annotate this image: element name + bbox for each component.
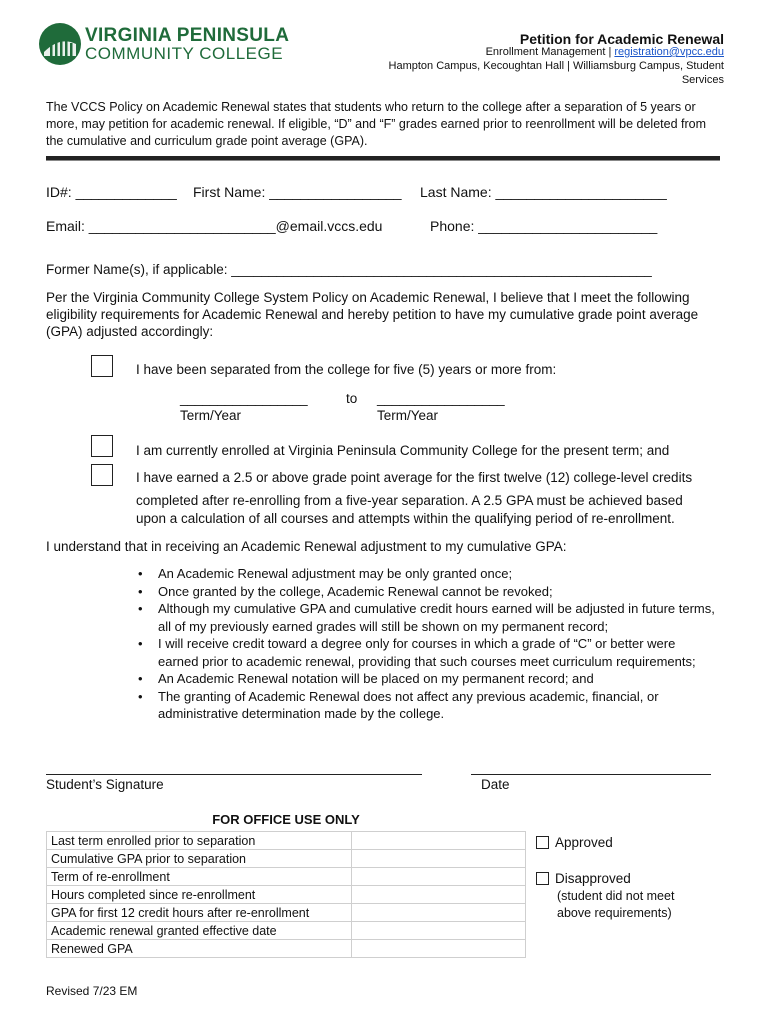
department-line [486, 46, 724, 58]
logo-seal-icon [38, 22, 82, 66]
form-title: Petition for Academic Renewal [519, 31, 724, 47]
office-use-table [46, 831, 526, 958]
table-row [47, 832, 526, 850]
campus-line: Hampton Campus, Kecoughtan Hall | Williamsburg Campus, Student [388, 60, 724, 72]
term-from-label: Term/Year [180, 408, 242, 423]
disapproved-note-2: above requirements) [557, 906, 672, 920]
list-item: • An Academic Renewal notation will be placed on my permanent record; and [158, 670, 718, 688]
table-cell: Cumulative GPA prior to separation [47, 850, 352, 868]
id-field[interactable]: ID#: _____________ [46, 184, 177, 200]
gpa-text-line-2: completed after re-enrolling from a five-year separation. A 2.5 GPA must be achieved based [136, 493, 683, 508]
date-line[interactable] [471, 774, 711, 775]
logo-line-2: COMMUNITY COLLEGE [85, 44, 284, 63]
petition-statement: Per the Virginia Community College System Policy on Academic Renewal, I believe that I meet the following eligibility requirements for Academic Renewal and hereby petition to have my cumulative grade point average (GPA) adjusted accordingly: [46, 290, 699, 339]
to-label: to [346, 391, 358, 406]
term-to-label: Term/Year [377, 408, 439, 423]
intro-paragraph: The VCCS Policy on Academic Renewal states that students who return to the college after a separation of 5 years or more, may petition for academic renewal. If eligible, “D” and “F” grades earned prior to reenrollment will be deleted from the cumulative and curriculum grade point average (GPA). [46, 100, 707, 148]
first-name-field[interactable]: First Name: _________________ [193, 184, 402, 200]
understand-list [158, 565, 718, 723]
campus-line-2: Services [681, 74, 724, 86]
table-row [47, 868, 526, 886]
term-from-line[interactable]: _________________ [180, 391, 308, 406]
list-item: • An Academic Renewal adjustment may be only granted once; [158, 565, 718, 583]
table-cell: Hours completed since re-enrollment [47, 886, 352, 904]
table-row [47, 904, 526, 922]
department-prefix: Enrollment Management | [485, 46, 615, 58]
approved-checkbox[interactable] [536, 836, 549, 849]
separated-text: I have been separated from the college for five (5) years or more from: [136, 362, 557, 377]
table-cell-value[interactable] [352, 922, 526, 940]
enrolled-checkbox[interactable] [91, 435, 113, 457]
phone-field[interactable]: Phone: _______________________ [430, 218, 658, 234]
approved-label: Approved [555, 835, 613, 850]
table-row [47, 850, 526, 868]
table-cell-value[interactable] [352, 832, 526, 850]
table-cell-value[interactable] [352, 850, 526, 868]
list-item: • Although my cumulative GPA and cumulative credit hours earned will be adjusted in future terms, all of my previously earned grades will still be shown on my permanent record; [158, 600, 718, 635]
table-cell: Renewed GPA [47, 940, 352, 958]
last-name-field[interactable]: Last Name: ______________________ [420, 184, 667, 200]
table-cell-value[interactable] [352, 868, 526, 886]
enrolled-text: I am currently enrolled at Virginia Peninsula Community College for the present term; and [136, 443, 670, 458]
table-cell-value[interactable] [352, 940, 526, 958]
table-cell: GPA for first 12 credit hours after re-enrollment [47, 904, 352, 922]
former-names-field[interactable]: Former Name(s), if applicable: ________________________________________________________ [46, 262, 652, 277]
table-cell-value[interactable] [352, 904, 526, 922]
list-item: • The granting of Academic Renewal does not affect any previous academic, financial, or administrative determination made by the college. [158, 688, 718, 723]
list-item: • I will receive credit toward a degree only for courses in which a grade of “C” or better were earned prior to academic renewal, providing that such courses meet curriculum requirements; [158, 635, 718, 670]
table-row [47, 922, 526, 940]
disapproved-label: Disapproved [555, 871, 631, 886]
understand-heading: I understand that in receiving an Academic Renewal adjustment to my cumulative GPA: [46, 539, 567, 554]
logo-line-1: VIRGINIA PENINSULA [85, 25, 290, 46]
term-to-line[interactable]: _________________ [377, 391, 505, 406]
revision-footer: Revised 7/23 EM [46, 984, 138, 998]
date-label: Date [481, 777, 510, 792]
department-email-link[interactable]: registration@vpcc.edu [614, 46, 724, 58]
student-signature-line[interactable] [46, 774, 422, 775]
college-logo [38, 22, 82, 66]
header-divider [46, 156, 720, 161]
disapproved-note-1: (student did not meet [557, 889, 675, 903]
gpa-text-line-1: I have earned a 2.5 or above grade point average for the first twelve (12) college-level credits [136, 470, 693, 485]
gpa-checkbox[interactable] [91, 464, 113, 486]
table-cell: Last term enrolled prior to separation [47, 832, 352, 850]
list-item: • Once granted by the college, Academic Renewal cannot be revoked; [158, 583, 718, 601]
table-row [47, 886, 526, 904]
disapproved-checkbox[interactable] [536, 872, 549, 885]
gpa-text-line-3: upon a calculation of all courses and attempts within the qualifying period of re-enrollment. [136, 511, 675, 526]
table-cell-value[interactable] [352, 886, 526, 904]
office-use-heading: FOR OFFICE USE ONLY [212, 812, 360, 827]
table-cell: Academic renewal granted effective date [47, 922, 352, 940]
email-field[interactable]: Email: ________________________@email.vccs.edu [46, 218, 383, 234]
table-row [47, 940, 526, 958]
table-cell: Term of re-enrollment [47, 868, 352, 886]
student-signature-label: Student’s Signature [46, 777, 164, 792]
separated-checkbox[interactable] [91, 355, 113, 377]
